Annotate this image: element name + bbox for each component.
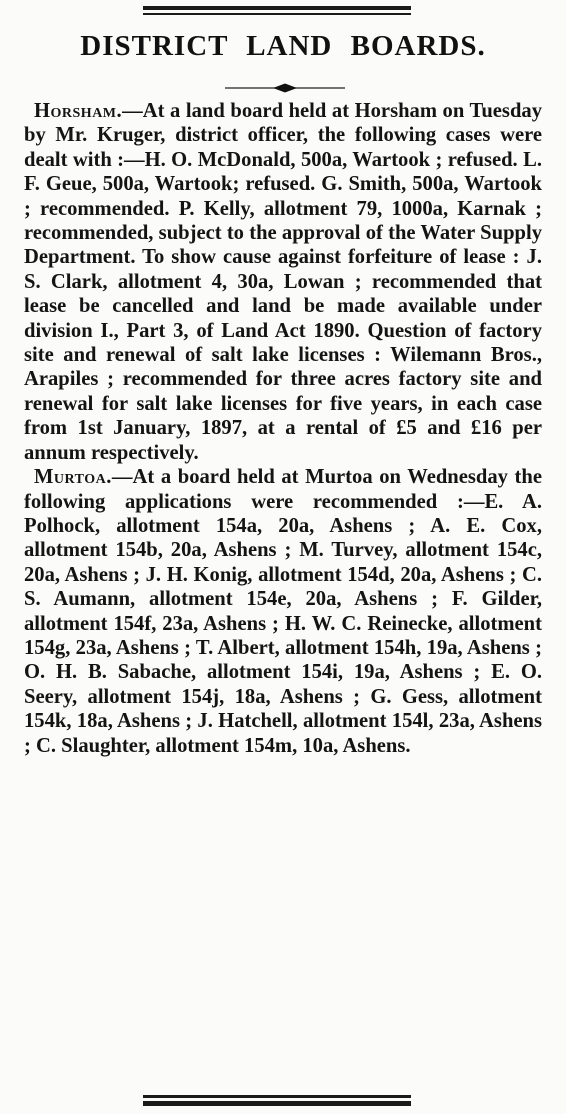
top-rule-thin xyxy=(143,13,411,15)
bottom-rule-thin xyxy=(143,1095,411,1098)
bottom-rule-thick xyxy=(143,1101,411,1106)
article-headline: DISTRICT LAND BOARDS. xyxy=(80,30,486,62)
paragraph-text-murtoa: —At a board held at Murtoa on Wednesday the following applications were recommended :—E. A. Polhock, allotment 154a, 20a, Ashens ; A. E. Cox, allotment 154b, 20a, Ashens ; M. Turvey, allotment 154c, 20a, Ashens ; J. H. Konig, allotment 154d, 20a, Ashens ; C. S. Aumann, allotment 154e, 20a, Ashens ; F. Gilder, allotment 154f, 23a, Ashens ; H. W. C. Reinecke, allotment 154g, 23a, Ashens ; T. Albert, allotment 154h, 19a, Ashens ; O. H. B. Sabache, allotment 154i, 19a, Ashens ; E. O. Seery, allotment 154j, 18a, Ashens ; G. Gess, allotment 154k, 18a, Ashens ; J. Hatchell, allotment 154l, 23a, Ashens ; C. Slaughter, allotment 154m, 10a, Ashens. xyxy=(24,466,542,757)
top-rule-thick xyxy=(143,6,411,10)
article-body xyxy=(24,99,542,758)
paragraph-murtoa xyxy=(24,465,542,758)
ornament-divider-icon xyxy=(225,83,345,93)
paragraph-text-horsham: —At a land board held at Horsham on Tuesday by Mr. Kruger, district officer, the following cases were dealt with :—H. O. McDonald, 500a, Wartook ; refused. L. F. Geue, 500a, Wartook; refused. G. Smith, 500a, Wartook ; recommended. P. Kelly, allotment 79, 1000a, Karnak ; recommended, subject to the approval of the Water Supply Department. To show cause against forfeiture of lease : J. S. Clark, allotment 4, 30a, Lowan ; recommended that lease be cancelled and land be made available under division I., Part 3, of Land Act 1890. Question of factory site and renewal of salt lake licenses : Wilemann Bros., Arapiles ; recommended for three acres factory site and renewal for salt lake licenses for five years, in each case from 1st January, 1897, at a rental of £5 and £16 per annum respectively. xyxy=(24,100,542,464)
paragraph-horsham xyxy=(24,99,542,465)
place-name-murtoa: Murtoa. xyxy=(34,466,112,489)
place-name-horsham: Horsham. xyxy=(34,100,123,122)
